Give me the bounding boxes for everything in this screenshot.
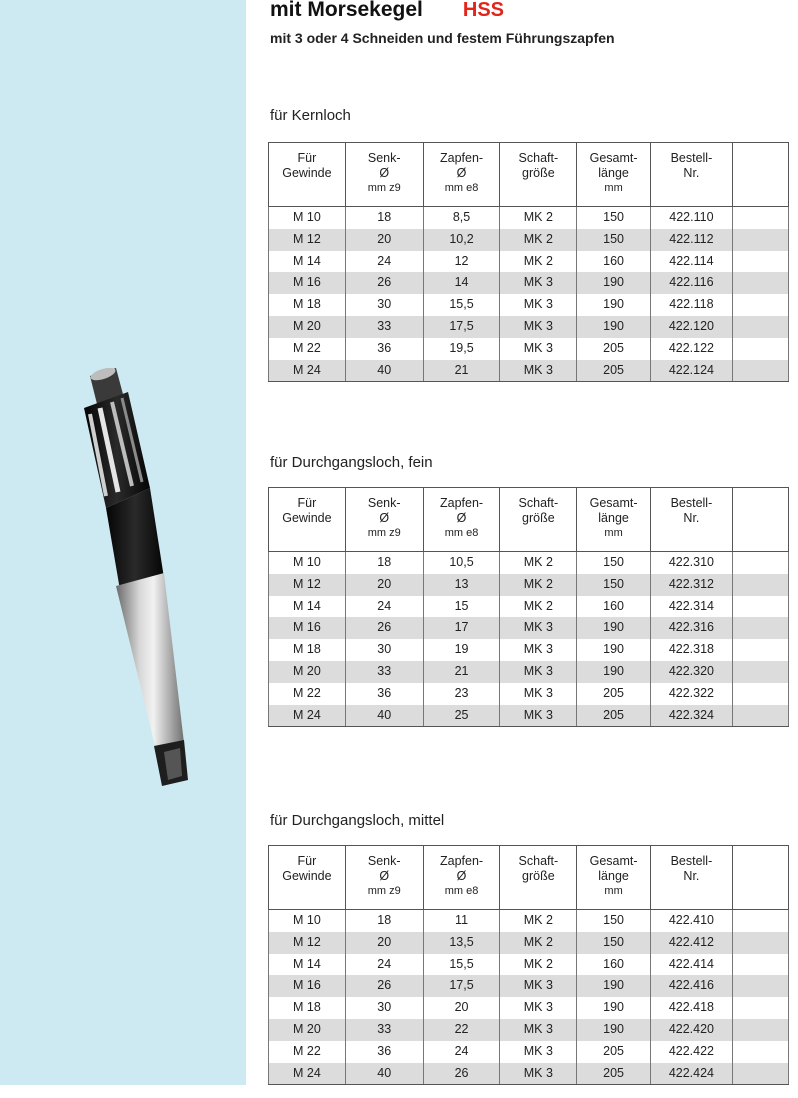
table-row [269, 552, 789, 574]
cell-bestellnr: 422.116 [650, 272, 732, 294]
cell-bestellnr: 422.316 [650, 617, 732, 639]
header-line: mm e8 [444, 527, 479, 539]
cell-bestellnr: 422.318 [650, 639, 732, 661]
col-header-blank [732, 488, 788, 552]
cell-blank [732, 997, 788, 1019]
cell-gewinde: M 12 [269, 574, 346, 596]
header-line: Gewinde [282, 166, 332, 180]
col-header-schaft [500, 488, 577, 552]
cell-bestellnr: 422.322 [650, 683, 732, 705]
cell-schaft: MK 3 [500, 705, 577, 727]
cell-blank [732, 207, 788, 229]
cell-senk-d: 36 [345, 1041, 423, 1063]
cell-bestellnr: 422.416 [650, 975, 732, 997]
cell-gesamtlaenge: 205 [577, 338, 651, 360]
header-line: Gesamt- [589, 496, 638, 510]
header-line: Bestell- [670, 151, 713, 165]
cell-gesamtlaenge: 190 [577, 639, 651, 661]
cell-senk-d: 40 [345, 1063, 423, 1085]
cell-gewinde: M 12 [269, 229, 346, 251]
cell-gesamtlaenge: 150 [577, 932, 651, 954]
cell-gesamtlaenge: 205 [577, 1063, 651, 1085]
cell-gesamtlaenge: 190 [577, 316, 651, 338]
cell-bestellnr: 422.122 [650, 338, 732, 360]
cell-blank [732, 705, 788, 727]
cell-gewinde: M 18 [269, 997, 346, 1019]
col-header-gesamtlaenge [577, 488, 651, 552]
cell-gesamtlaenge: 150 [577, 552, 651, 574]
cell-gesamtlaenge: 190 [577, 1019, 651, 1041]
cell-senk-d: 18 [345, 910, 423, 932]
cell-senk-d: 18 [345, 207, 423, 229]
cell-gewinde: M 20 [269, 316, 346, 338]
cell-senk-d: 24 [345, 954, 423, 976]
cell-schaft: MK 2 [500, 229, 577, 251]
header-line: mm e8 [444, 182, 479, 194]
table-row [269, 1019, 789, 1041]
cell-gesamtlaenge: 160 [577, 954, 651, 976]
cell-blank [732, 229, 788, 251]
header-line: Senk- [367, 496, 401, 510]
table-row [269, 1063, 789, 1085]
cell-senk-d: 36 [345, 338, 423, 360]
cell-bestellnr: 422.112 [650, 229, 732, 251]
cell-zapfen-d: 12 [423, 251, 500, 273]
cell-blank [732, 360, 788, 382]
col-header-schaft [500, 143, 577, 207]
cell-blank [732, 683, 788, 705]
table-row [269, 360, 789, 382]
cell-schaft: MK 3 [500, 997, 577, 1019]
cell-zapfen-d: 13,5 [423, 932, 500, 954]
cell-blank [732, 596, 788, 618]
header-line: Bestell- [670, 496, 713, 510]
col-header-blank [732, 846, 788, 910]
table-row [269, 338, 789, 360]
section-title-durchgangsloch-mittel: für Durchgangsloch, mittel [270, 812, 445, 829]
cell-senk-d: 33 [345, 661, 423, 683]
cell-schaft: MK 3 [500, 338, 577, 360]
col-header-zapfen [423, 143, 500, 207]
header-line: Senk- [367, 151, 401, 165]
cell-schaft: MK 3 [500, 617, 577, 639]
table-row [269, 932, 789, 954]
header-line: mm z9 [367, 527, 401, 539]
cell-blank [732, 272, 788, 294]
cell-gesamtlaenge: 160 [577, 596, 651, 618]
cell-bestellnr: 422.410 [650, 910, 732, 932]
cell-schaft: MK 3 [500, 1063, 577, 1085]
table-row [269, 910, 789, 932]
col-header-bestellnr [650, 143, 732, 207]
cell-gewinde: M 20 [269, 661, 346, 683]
table-row [269, 207, 789, 229]
header-line: Für [297, 151, 317, 165]
cell-gesamtlaenge: 150 [577, 910, 651, 932]
cell-zapfen-d: 10,5 [423, 552, 500, 574]
countersink-tool-image [76, 368, 196, 788]
cell-bestellnr: 422.124 [650, 360, 732, 382]
table-row [269, 316, 789, 338]
cell-senk-d: 40 [345, 705, 423, 727]
header-line: mm e8 [444, 885, 479, 897]
col-header-gesamtlaenge [577, 143, 651, 207]
cell-schaft: MK 2 [500, 207, 577, 229]
cell-bestellnr: 422.324 [650, 705, 732, 727]
cell-senk-d: 24 [345, 596, 423, 618]
cell-gesamtlaenge: 205 [577, 360, 651, 382]
header-line: Zapfen- [439, 151, 484, 165]
header-line: Zapfen- [439, 496, 484, 510]
col-header-senk [345, 143, 423, 207]
col-header-gewinde [269, 143, 346, 207]
cell-zapfen-d: 26 [423, 1063, 500, 1085]
header-line: Nr. [683, 511, 700, 525]
table-row [269, 683, 789, 705]
cell-senk-d: 24 [345, 251, 423, 273]
col-header-schaft [500, 846, 577, 910]
cell-gewinde: M 10 [269, 552, 346, 574]
header-line: Ø [379, 869, 390, 883]
table-row [269, 294, 789, 316]
cell-gewinde: M 22 [269, 683, 346, 705]
cell-gewinde: M 12 [269, 932, 346, 954]
header-line: mm [604, 527, 623, 539]
header-line: Zapfen- [439, 854, 484, 868]
cell-zapfen-d: 23 [423, 683, 500, 705]
header-line: mm [604, 885, 623, 897]
col-header-senk [345, 488, 423, 552]
header-line: Senk- [367, 854, 401, 868]
cell-gewinde: M 24 [269, 1063, 346, 1085]
cell-bestellnr: 422.120 [650, 316, 732, 338]
header-line: mm z9 [367, 182, 401, 194]
cell-bestellnr: 422.420 [650, 1019, 732, 1041]
cell-senk-d: 33 [345, 1019, 423, 1041]
cell-gesamtlaenge: 190 [577, 294, 651, 316]
col-header-zapfen [423, 846, 500, 910]
cell-senk-d: 30 [345, 997, 423, 1019]
page-title [270, 0, 504, 22]
col-header-blank [732, 143, 788, 207]
cell-blank [732, 1063, 788, 1085]
section-title-durchgangsloch-fein: für Durchgangsloch, fein [270, 454, 433, 471]
cell-senk-d: 40 [345, 360, 423, 382]
cell-blank [732, 932, 788, 954]
cell-gesamtlaenge: 205 [577, 705, 651, 727]
cell-gesamtlaenge: 205 [577, 1041, 651, 1063]
cell-zapfen-d: 25 [423, 705, 500, 727]
cell-schaft: MK 2 [500, 552, 577, 574]
header-line: Schaft- [518, 151, 559, 165]
cell-blank [732, 954, 788, 976]
table-row [269, 639, 789, 661]
cell-zapfen-d: 15 [423, 596, 500, 618]
cell-gewinde: M 22 [269, 338, 346, 360]
cell-bestellnr: 422.424 [650, 1063, 732, 1085]
cell-senk-d: 36 [345, 683, 423, 705]
cell-gesamtlaenge: 150 [577, 207, 651, 229]
cell-schaft: MK 2 [500, 574, 577, 596]
cell-blank [732, 574, 788, 596]
cell-bestellnr: 422.418 [650, 997, 732, 1019]
cell-schaft: MK 2 [500, 910, 577, 932]
header-line: Ø [456, 166, 467, 180]
header-line: Gewinde [282, 869, 332, 883]
cell-gewinde: M 24 [269, 360, 346, 382]
header-line: länge [598, 166, 629, 180]
cell-gewinde: M 10 [269, 207, 346, 229]
cell-senk-d: 20 [345, 229, 423, 251]
cell-schaft: MK 3 [500, 316, 577, 338]
col-header-bestellnr [650, 488, 732, 552]
cell-zapfen-d: 17,5 [423, 975, 500, 997]
cell-bestellnr: 422.312 [650, 574, 732, 596]
cell-gewinde: M 16 [269, 975, 346, 997]
spec-table-durchgangsloch-mittel [268, 845, 789, 1085]
header-line: größe [522, 166, 555, 180]
table-row [269, 596, 789, 618]
cell-gesamtlaenge: 150 [577, 574, 651, 596]
cell-gewinde: M 14 [269, 596, 346, 618]
cell-senk-d: 33 [345, 316, 423, 338]
cell-schaft: MK 3 [500, 661, 577, 683]
header-line: mm [604, 182, 623, 194]
cell-zapfen-d: 22 [423, 1019, 500, 1041]
header-line: Gesamt- [589, 854, 638, 868]
cell-schaft: MK 3 [500, 272, 577, 294]
cell-bestellnr: 422.320 [650, 661, 732, 683]
col-header-gewinde [269, 846, 346, 910]
cell-zapfen-d: 17,5 [423, 316, 500, 338]
cell-gewinde: M 14 [269, 954, 346, 976]
table-row [269, 954, 789, 976]
cell-bestellnr: 422.114 [650, 251, 732, 273]
cell-blank [732, 1041, 788, 1063]
header-line: größe [522, 511, 555, 525]
cell-zapfen-d: 13 [423, 574, 500, 596]
cell-bestellnr: 422.422 [650, 1041, 732, 1063]
cell-gewinde: M 24 [269, 705, 346, 727]
cell-schaft: MK 3 [500, 360, 577, 382]
cell-gesamtlaenge: 160 [577, 251, 651, 273]
header-line: länge [598, 511, 629, 525]
cell-blank [732, 251, 788, 273]
cell-gesamtlaenge: 205 [577, 683, 651, 705]
cell-zapfen-d: 17 [423, 617, 500, 639]
table-row [269, 661, 789, 683]
header-line: Bestell- [670, 854, 713, 868]
col-header-zapfen [423, 488, 500, 552]
cell-schaft: MK 2 [500, 596, 577, 618]
cell-schaft: MK 3 [500, 639, 577, 661]
cell-bestellnr: 422.314 [650, 596, 732, 618]
header-line: Nr. [683, 166, 700, 180]
table-row [269, 272, 789, 294]
cell-schaft: MK 3 [500, 1019, 577, 1041]
cell-zapfen-d: 21 [423, 360, 500, 382]
cell-gewinde: M 18 [269, 639, 346, 661]
section-title-kernloch: für Kernloch [270, 107, 351, 124]
cell-blank [732, 552, 788, 574]
header-line: Gewinde [282, 511, 332, 525]
cell-senk-d: 18 [345, 552, 423, 574]
table-row [269, 617, 789, 639]
table-row [269, 975, 789, 997]
page-subtitle: mit 3 oder 4 Schneiden und festem Führungszapfen [270, 30, 615, 46]
table-row [269, 574, 789, 596]
cell-schaft: MK 3 [500, 294, 577, 316]
cell-gewinde: M 14 [269, 251, 346, 273]
cell-schaft: MK 3 [500, 975, 577, 997]
cell-zapfen-d: 21 [423, 661, 500, 683]
header-line: Ø [379, 511, 390, 525]
cell-bestellnr: 422.414 [650, 954, 732, 976]
cell-gewinde: M 16 [269, 617, 346, 639]
header-line: Für [297, 496, 317, 510]
header-line: Gesamt- [589, 151, 638, 165]
cell-gewinde: M 20 [269, 1019, 346, 1041]
header-line: Schaft- [518, 854, 559, 868]
cell-zapfen-d: 24 [423, 1041, 500, 1063]
cell-schaft: MK 2 [500, 954, 577, 976]
cell-gesamtlaenge: 190 [577, 975, 651, 997]
table-row [269, 251, 789, 273]
header-line: größe [522, 869, 555, 883]
col-header-senk [345, 846, 423, 910]
cell-blank [732, 617, 788, 639]
cell-blank [732, 316, 788, 338]
header-line: Für [297, 854, 317, 868]
cell-schaft: MK 2 [500, 932, 577, 954]
cell-gesamtlaenge: 190 [577, 997, 651, 1019]
cell-gesamtlaenge: 150 [577, 229, 651, 251]
header-line: Schaft- [518, 496, 559, 510]
cell-zapfen-d: 10,2 [423, 229, 500, 251]
cell-schaft: MK 3 [500, 1041, 577, 1063]
cell-zapfen-d: 20 [423, 997, 500, 1019]
cell-gewinde: M 16 [269, 272, 346, 294]
cell-zapfen-d: 8,5 [423, 207, 500, 229]
table-row [269, 1041, 789, 1063]
hss-badge: HSS [462, 0, 505, 21]
cell-bestellnr: 422.310 [650, 552, 732, 574]
col-header-bestellnr [650, 846, 732, 910]
cell-bestellnr: 422.110 [650, 207, 732, 229]
cell-blank [732, 639, 788, 661]
cell-bestellnr: 422.412 [650, 932, 732, 954]
header-line: Ø [379, 166, 390, 180]
spec-table-kernloch [268, 142, 789, 382]
table-row [269, 705, 789, 727]
cell-gewinde: M 18 [269, 294, 346, 316]
cell-blank [732, 294, 788, 316]
cell-senk-d: 26 [345, 975, 423, 997]
header-line: Ø [456, 869, 467, 883]
cell-zapfen-d: 11 [423, 910, 500, 932]
cell-bestellnr: 422.118 [650, 294, 732, 316]
cell-senk-d: 20 [345, 574, 423, 596]
cell-schaft: MK 2 [500, 251, 577, 273]
cell-gesamtlaenge: 190 [577, 272, 651, 294]
cell-senk-d: 20 [345, 932, 423, 954]
cell-blank [732, 910, 788, 932]
cell-gesamtlaenge: 190 [577, 617, 651, 639]
cell-blank [732, 338, 788, 360]
table-row [269, 997, 789, 1019]
cell-senk-d: 26 [345, 617, 423, 639]
cell-schaft: MK 3 [500, 683, 577, 705]
cell-blank [732, 1019, 788, 1041]
cell-gewinde: M 22 [269, 1041, 346, 1063]
cell-senk-d: 30 [345, 639, 423, 661]
cell-zapfen-d: 15,5 [423, 294, 500, 316]
cell-gewinde: M 10 [269, 910, 346, 932]
header-line: Nr. [683, 869, 700, 883]
table-row [269, 229, 789, 251]
header-line: mm z9 [367, 885, 401, 897]
cell-senk-d: 26 [345, 272, 423, 294]
cell-zapfen-d: 19 [423, 639, 500, 661]
cell-gesamtlaenge: 190 [577, 661, 651, 683]
header-line: Ø [456, 511, 467, 525]
title-text: mit Morsekegel [270, 0, 423, 21]
col-header-gesamtlaenge [577, 846, 651, 910]
cell-zapfen-d: 14 [423, 272, 500, 294]
cell-senk-d: 30 [345, 294, 423, 316]
cell-blank [732, 975, 788, 997]
spec-table-durchgangsloch-fein [268, 487, 789, 727]
cell-zapfen-d: 15,5 [423, 954, 500, 976]
header-line: länge [598, 869, 629, 883]
cell-zapfen-d: 19,5 [423, 338, 500, 360]
cell-blank [732, 661, 788, 683]
col-header-gewinde [269, 488, 346, 552]
